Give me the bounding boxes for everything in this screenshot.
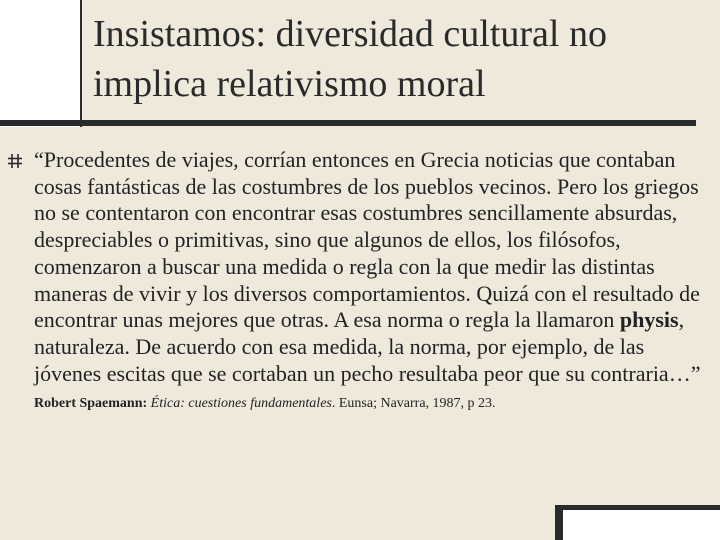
citation-author: Robert Spaemann: — [34, 396, 151, 412]
quote-text-part1: “Procedentes de viajes, corrían entonces en Grecia noticias que contaban cosas fantásticas de las costumbres de los pueblos vecinos. Pero los griegos no se contentaron con encontrar esas costumbres sencillamente absurdas, despreciables o primitivas, sino que algunos de ellos, los filósofos, comenzaron a buscar una medida o regla con la que medir las distintas maneras de vivir y los diversos comportamientos. Quizá con el resultado de encontrar unas mejores que otras. A esa norma o regla la llamaron — [34, 147, 700, 333]
title-underline-bar — [0, 120, 696, 126]
quote-paragraph — [34, 147, 704, 418]
citation-publisher: . Eunsa; Navarra, 1987, p 23. — [331, 396, 496, 412]
hash-bullet-icon — [8, 154, 22, 168]
slide-title: Insistamos: diversidad cultural no implica relativismo moral — [93, 13, 607, 105]
corner-decoration-inner — [563, 510, 720, 540]
citation — [34, 396, 496, 411]
quote-text-part2: , naturaleza. De acuerdo con esa medida, la norma, por ejemplo, de las jóvenes escitas que se cortaban un pecho resultaba peor que su contraria…” — [34, 307, 701, 386]
quote-bold-term: physis — [619, 307, 679, 333]
title-accent-block — [0, 0, 82, 127]
citation-book-title: Ética: cuestiones fundamentales — [150, 396, 332, 412]
